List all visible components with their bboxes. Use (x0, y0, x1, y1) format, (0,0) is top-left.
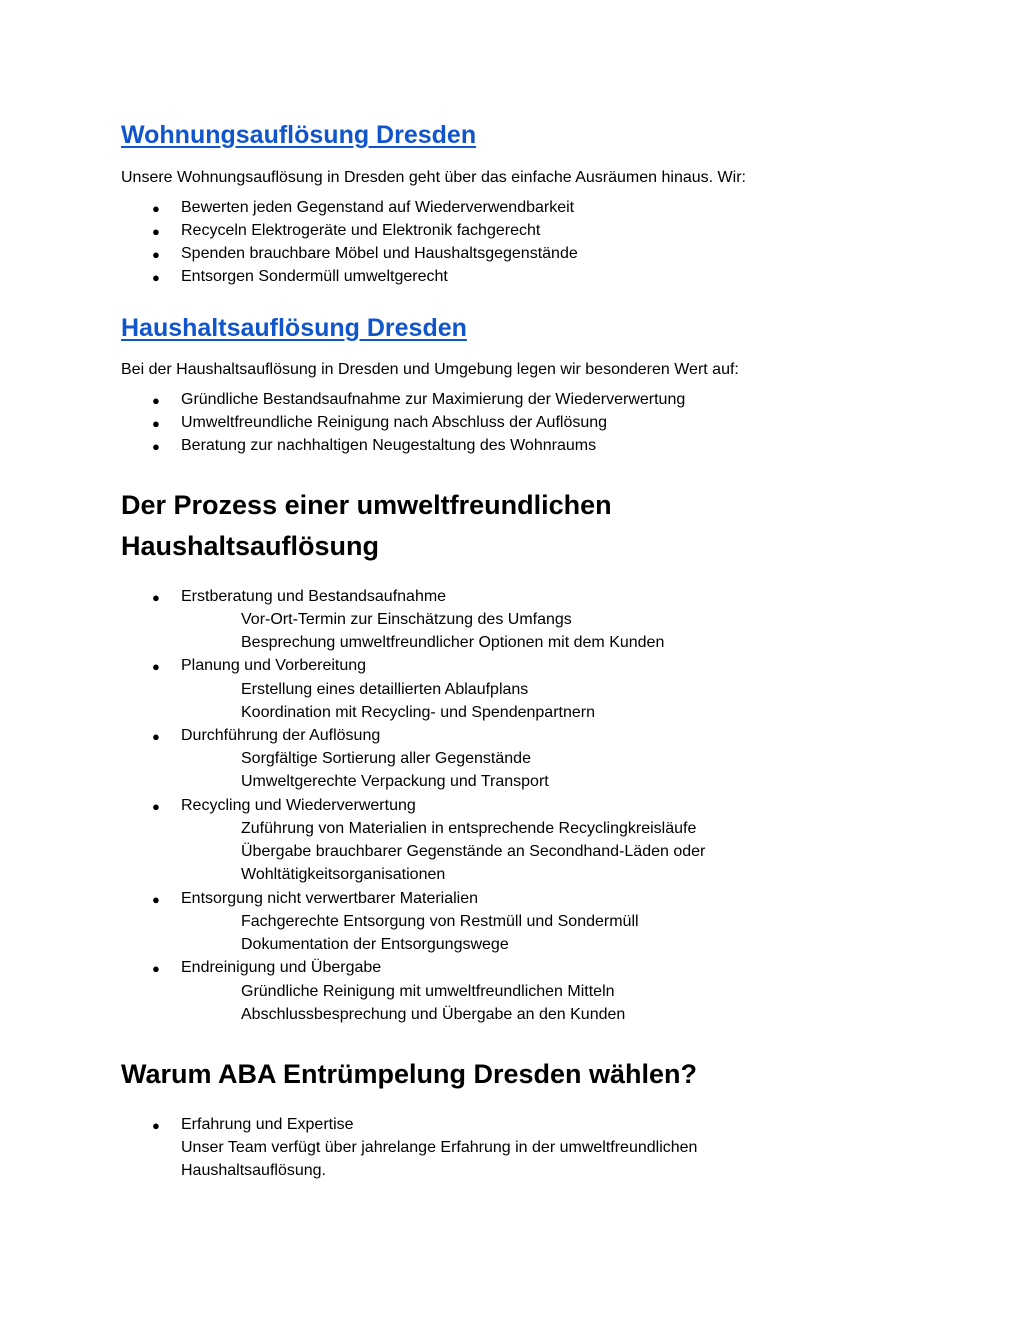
section-heading-link-haushaltsaufloesung[interactable]: Haushaltsauflösung Dresden (121, 314, 467, 342)
bullet-icon: ● (152, 393, 160, 408)
process-substep: Besprechung umweltfreundlicher Optionen mit dem Kunden (241, 634, 665, 651)
process-substep: Übergabe brauchbarer Gegenstände an Secondhand-Läden oder (241, 843, 706, 860)
section-heading-link-wohnungsaufloesung[interactable]: Wohnungsauflösung Dresden (121, 121, 477, 149)
bullet-icon: ● (152, 270, 160, 285)
section-heading-process (121, 485, 821, 567)
process-substep: Vor-Ort-Termin zur Einschätzung des Umfangs (241, 611, 572, 628)
bullet-icon: ● (152, 659, 160, 674)
list-item: ● Spenden brauchbare Möbel und Haushaltsgegenstände (181, 245, 578, 263)
bullet-icon: ● (152, 201, 160, 216)
heading-line: Der Prozess einer umweltfreundlichen (121, 490, 612, 520)
bullet-icon: ● (152, 729, 160, 744)
bullet-icon: ● (152, 892, 160, 907)
bullet-icon: ● (152, 961, 160, 976)
process-step: ● Planung und Vorbereitung (181, 657, 366, 675)
bullet-icon: ● (152, 590, 160, 605)
bullet-icon: ● (152, 1118, 160, 1133)
process-step: ● Durchführung der Auflösung (181, 727, 380, 745)
bullet-icon: ● (152, 247, 160, 262)
list-item: ● Entsorgen Sondermüll umweltgerecht (181, 268, 448, 286)
process-step: ● Erstberatung und Bestandsaufnahme (181, 588, 446, 606)
process-substep: Abschlussbesprechung und Übergabe an den Kunden (241, 1006, 626, 1023)
heading-line: Haushaltsauflösung (121, 531, 380, 561)
list-item: ● Umweltfreundliche Reinigung nach Abschluss der Auflösung (181, 414, 607, 432)
list-item: ● Recyceln Elektrogeräte und Elektronik fachgerecht (181, 222, 540, 240)
process-substep: Koordination mit Recycling- und Spendenpartnern (241, 704, 595, 721)
process-step: ● Entsorgung nicht verwertbarer Materialien (181, 890, 478, 908)
process-substep: Zuführung von Materialien in entsprechende Recyclingkreisläufe (241, 820, 697, 837)
process-substep: Fachgerechte Entsorgung von Restmüll und Sondermüll (241, 913, 639, 930)
process-substep: Gründliche Reinigung mit umweltfreundlichen Mitteln (241, 983, 615, 1000)
bullet-icon: ● (152, 224, 160, 239)
section-intro: Unsere Wohnungsauflösung in Dresden geht über das einfache Ausräumen hinaus. Wir: (121, 169, 746, 186)
section-heading-why-aba: Warum ABA Entrümpelung Dresden wählen? (121, 1059, 698, 1089)
bullet-icon: ● (152, 439, 160, 454)
process-substep: Erstellung eines detaillierten Ablaufplans (241, 681, 529, 698)
process-step: ● Recycling und Wiederverwertung (181, 797, 416, 815)
bullet-icon: ● (152, 416, 160, 431)
list-item-description: Unser Team verfügt über jahrelange Erfahrung in der umweltfreundlichen Haushaltsauflösung. (181, 1139, 698, 1179)
process-step: ● Endreinigung und Übergabe (181, 959, 381, 977)
section-intro: Bei der Haushaltsauflösung in Dresden und Umgebung legen wir besonderen Wert auf: (121, 361, 739, 378)
process-substep: Sorgfältige Sortierung aller Gegenstände (241, 750, 531, 767)
process-substep: Dokumentation der Entsorgungswege (241, 936, 509, 953)
list-item: ● Beratung zur nachhaltigen Neugestaltung des Wohnraums (181, 437, 596, 455)
process-substep: Wohltätigkeitsorganisationen (241, 866, 446, 883)
bullet-icon: ● (152, 799, 160, 814)
list-item: ● Erfahrung und Expertise (181, 1116, 354, 1134)
process-substep: Umweltgerechte Verpackung und Transport (241, 773, 549, 790)
list-item: ● Bewerten jeden Gegenstand auf Wiederverwendbarkeit (181, 199, 574, 217)
list-item: ● Gründliche Bestandsaufnahme zur Maximierung der Wiederverwertung (181, 391, 685, 409)
